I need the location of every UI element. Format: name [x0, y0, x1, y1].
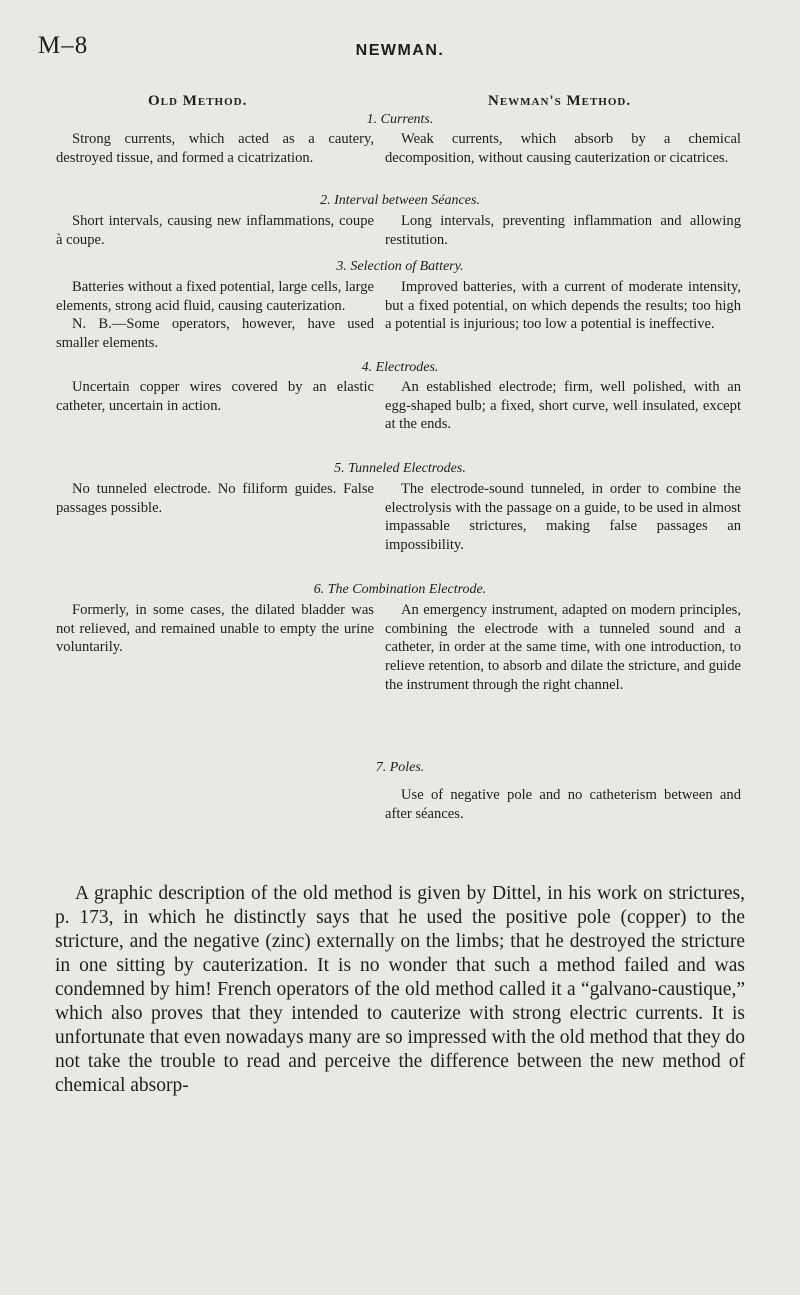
old-method-note: N. B.—Some operators, however, have used smaller elements.: [56, 316, 374, 352]
new-method-heading: Newman's Method.: [488, 93, 632, 109]
old-method-text: Strong currents, which acted as a cautery, destroyed tissue, and formed a cicatrization.: [56, 131, 374, 166]
running-head: NEWMAN.: [355, 42, 445, 59]
section-title: 1. Currents.: [366, 112, 434, 127]
new-method-text: An established electrode; firm, well polished, with an egg-shaped bulb; a fixed, short curve, well insulated, except at the ends.: [385, 379, 741, 433]
new-method-text: An emergency instrument, adapted on modern principles, combining the electrode with a tunneled sound and a catheter, in order at the same time, with one introduction, to relieve retention, to absorb and dilate the stricture, and guide the instrument through the right channel.: [385, 602, 741, 693]
section-title: 3. Selection of Battery.: [336, 259, 464, 274]
old-method-heading: Old Method.: [148, 93, 248, 109]
page-id: M–8: [38, 32, 89, 59]
old-method-text: Formerly, in some cases, the dilated bladder was not relieved, and remained unable to empty the urine voluntarily.: [56, 602, 374, 656]
old-method-paragraph: Batteries without a fixed potential, large cells, large elements, strong acid fluid, causing cauterization.: [56, 279, 374, 314]
new-method-text: The electrode-sound tunneled, in order to combine the electrolysis with the passage on a guide, to be used in almost impassable strictures, making false passages an impossibility.: [385, 481, 741, 554]
old-method-text: Uncertain copper wires covered by an elastic catheter, uncertain in action.: [56, 379, 374, 414]
section-title: 6. The Combination Electrode.: [313, 582, 487, 597]
section-title: 2. Interval between Séances.: [320, 193, 480, 208]
new-method-text: Long intervals, preventing inflammation and allowing restitution.: [385, 213, 741, 248]
new-method-text: Weak currents, which absorb by a chemical decomposition, without causing cauterization or cicatrices.: [385, 131, 741, 166]
body-paragraph: A graphic description of the old method is given by Dittel, in his work on strictures, p. 173, in which he distinctly says that he used the positive pole (copper) to the stricture, and the negative (zinc) externally on the limbs; that he destroyed the stricture in one sitting by cauterization. It is no wonder that such a method failed and was condemned by him! French operators of the old method called it a “galvano-caustique,” which also proves that they intended to cauterize with strong electric currents. It is unfortunate that even nowadays many are so impressed with the old method that they do not take the trouble to read and perceive the difference between the new method of chemical absorp-: [55, 883, 745, 1096]
section-title: 5. Tunneled Electrodes.: [334, 461, 466, 476]
old-method-text: Short intervals, causing new inflammations, coupe à coupe.: [56, 213, 374, 248]
old-method-text: [56, 278, 374, 353]
old-method-text: No tunneled electrode. No filiform guides. False passages possible.: [56, 481, 374, 516]
new-method-text: Use of negative pole and no catheterism between and after séances.: [385, 787, 741, 822]
section-title: 4. Electrodes.: [361, 360, 439, 375]
new-method-text: Improved batteries, with a current of moderate intensity, but a fixed potential, on which depends the results; too high a potential is injurious; too low a potential is ineffective.: [385, 279, 741, 333]
section-title: 7. Poles.: [375, 760, 425, 775]
